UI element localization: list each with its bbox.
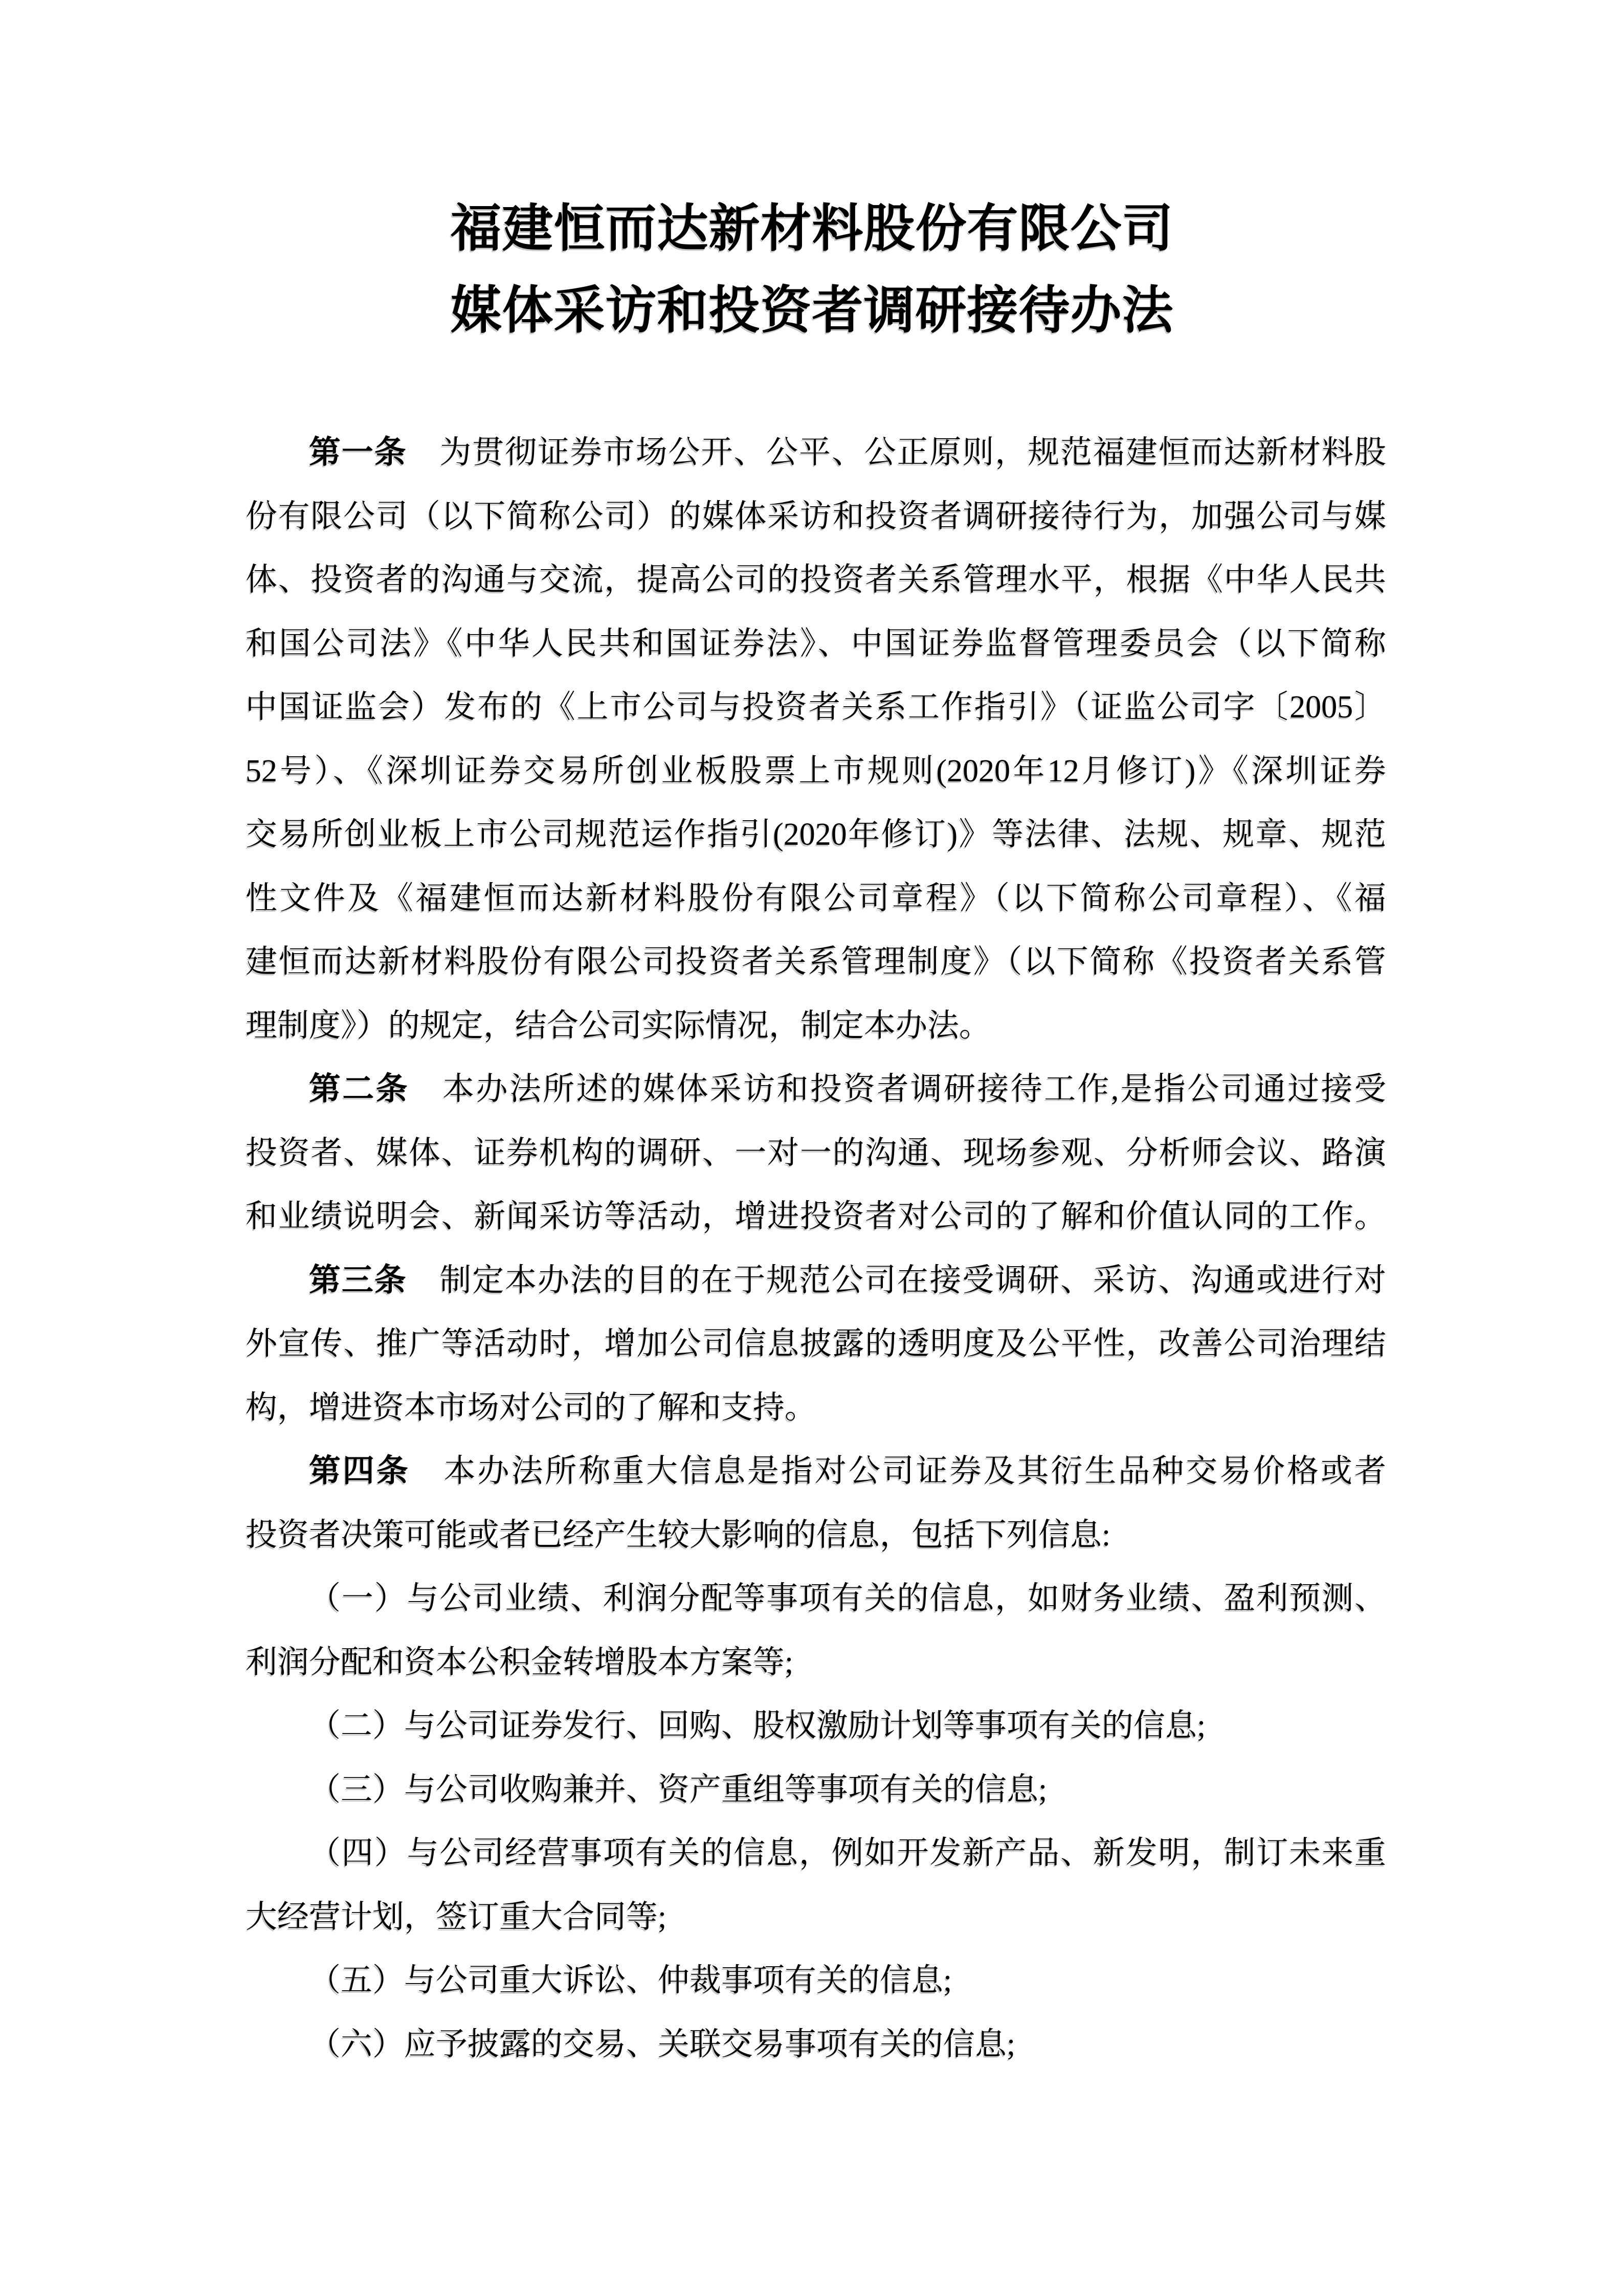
body-line-article-4 [246,1439,1386,1503]
body-line: 体、投资者的沟通与交流，提高公司的投资者关系管理水平，根据《中华人民共 [246,562,1386,597]
body-line: 构，增进资本市场对公司的了解和支持。 [246,1390,817,1425]
article-1-number: 第一条 [309,435,407,470]
article-1-text: 为贯彻证券市场公开、公平、公正原则，规范福建恒而达新材料股 [407,435,1386,470]
article-4-number: 第四条 [309,1454,410,1489]
document-title-line-1: 福建恒而达新材料股份有限公司 [450,200,1174,257]
article-2-number: 第二条 [309,1072,409,1107]
body-line: 建恒而达新材料股份有限公司投资者关系管理制度》（以下简称《投资者关系管 [246,944,1386,979]
body-line: 性文件及《福建恒而达新材料股份有限公司章程》（以下简称公司章程）、《福 [246,881,1386,916]
body-line: 和国公司法》《中华人民共和国证券法》、中国证券监督管理委员会（以下简称 [246,626,1386,661]
body-line: 投资者决策可能或者已经产生较大影响的信息，包括下列信息: [246,1517,1111,1552]
body-line-item-2: （二）与公司证券发行、回购、股权激励计划等事项有关的信息; [309,1708,1206,1743]
document-title [0,188,1624,352]
article-2-text: 本办法所述的媒体采访和投资者调研接待工作,是指公司通过接受 [409,1072,1386,1107]
body-line-item-4: （四）与公司经营事项有关的信息，例如开发新产品、新发明，制订未来重 [309,1836,1386,1871]
body-line: 投资者、媒体、证券机构的调研、一对一的沟通、现场参观、分析师会议、路演 [246,1135,1386,1170]
body-line-article-3 [246,1249,1386,1313]
body-line: 理制度》）的规定，结合公司实际情况，制定本办法。 [246,1008,991,1043]
body-line-item-3: （三）与公司收购兼并、资产重组等事项有关的信息; [309,1772,1048,1807]
body-line: 中国证监会）发布的《上市公司与投资者关系工作指引》（证监公司字〔2005〕 [246,690,1386,725]
body-line: 和业绩说明会、新闻采访等活动，增进投资者对公司的了解和价值认同的工作。 [246,1199,1386,1234]
article-3-text: 制定本办法的目的在于规范公司在接受调研、采访、沟通或进行对 [407,1263,1386,1298]
body-line-item-5: （五）与公司重大诉讼、仲裁事项有关的信息; [309,1963,952,1998]
body-line: 52号）、《深圳证券交易所创业板股票上市规则(2020年12月修订)》《深圳证券 [246,753,1386,789]
document-title-line-2: 媒体采访和投资者调研接待办法 [450,282,1174,339]
body-line: 份有限公司（以下简称公司）的媒体采访和投资者调研接待行为，加强公司与媒 [246,499,1386,534]
article-3-number: 第三条 [309,1263,407,1298]
body-line-item-1: （一）与公司业绩、利润分配等事项有关的信息，如财务业绩、盈利预测、 [309,1581,1386,1616]
body-line: 大经营计划，签订重大合同等; [246,1899,667,1934]
document-body [246,421,1386,2076]
body-line: 交易所创业板上市公司规范运作指引(2020年修订)》等法律、法规、规章、规范 [246,817,1386,852]
body-line-item-6: （六）应予披露的交易、关联交易事项有关的信息; [309,2027,1016,2062]
body-line: 利润分配和资本公积金转增股本方案等; [246,1645,794,1680]
body-line-article-2 [246,1057,1386,1121]
body-line: 外宣传、推广等活动时，增加公司信息披露的透明度及公平性，改善公司治理结 [246,1326,1386,1361]
article-4-text: 本办法所称重大信息是指对公司证券及其衍生品种交易价格或者 [410,1454,1386,1489]
body-line-article-1 [246,421,1386,485]
